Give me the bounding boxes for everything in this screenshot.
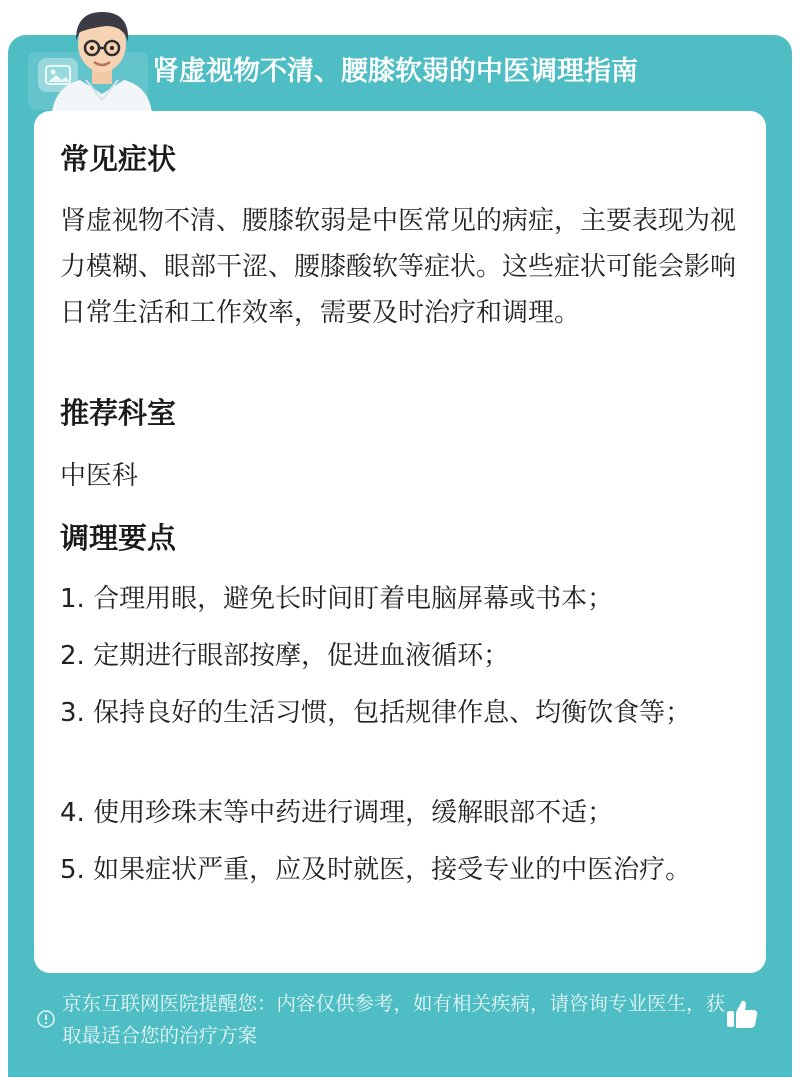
care-heading: 调理要点 <box>60 521 177 555</box>
info-icon <box>36 1009 56 1029</box>
care-item: 3. 保持良好的生活习惯，包括规律作息、均衡饮食等； <box>60 698 692 728</box>
page-title: 肾虚视物不清、腰膝软弱的中医调理指南 <box>152 56 638 87</box>
care-item: 1. 合理用眼，避免长时间盯着电脑屏幕或书本； <box>60 584 614 614</box>
disclaimer-text: 京东互联网医院提醒您：内容仅供参考，如有相关疾病，请咨询专业医生，获取最适合您的治疗方案 <box>62 992 726 1047</box>
care-item: 4. 使用珍珠末等中药进行调理，缓解眼部不适； <box>60 798 614 828</box>
care-item: 2. 定期进行眼部按摩，促进血液循环； <box>60 641 510 671</box>
department-text: 中医科 <box>60 461 139 491</box>
department-heading: 推荐科室 <box>60 396 177 430</box>
doctor-avatar <box>46 0 158 112</box>
thumbs-up-icon[interactable] <box>724 996 760 1032</box>
symptoms-text: 肾虚视物不清、腰膝软弱是中医常见的病症，主要表现为视力模糊、眼部干涩、腰膝酸软等症状。这些症状可能会影响日常生活和工作效率，需要及时治疗和调理。 <box>60 206 737 328</box>
content-panel <box>34 111 766 973</box>
care-item: 5. 如果症状严重，应及时就医，接受专业的中医治疗。 <box>60 855 692 885</box>
symptoms-heading: 常见症状 <box>60 142 177 176</box>
